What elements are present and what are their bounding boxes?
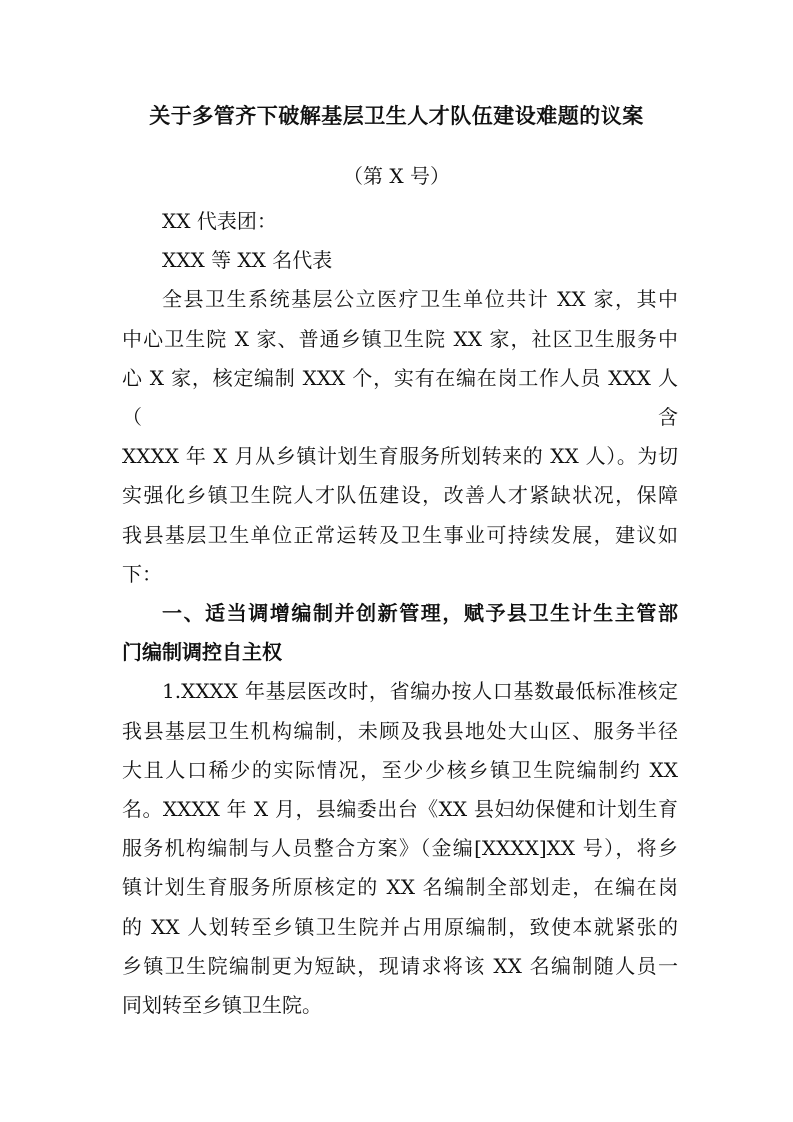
paragraph-line: 1.XXXX 年基层医改时，省编办按人口基数最低标准核定	[162, 679, 678, 704]
paragraph-line: 大且人口稀少的实际情况，至少少核乡镇卫生院编制约 XX	[122, 757, 678, 782]
paragraph-line: 实强化乡镇卫生院人才队伍建设，改善人才紧缺状况，保障	[122, 483, 678, 508]
paragraph-line: 镇计划生育服务所原核定的 XX 名编制全部划走，在编在岗	[122, 875, 678, 900]
paragraph-line: 同划转至乡镇卫生院。	[122, 993, 322, 1018]
paragraph-line: 的 XX 人划转至乡镇卫生院并占用原编制，致使本就紧张的	[122, 914, 678, 939]
document-number: （第 X 号）	[343, 164, 450, 188]
paragraph-line: 乡镇卫生院编制更为短缺，现请求将该 XX 名编制随人员一	[122, 953, 678, 978]
paragraph-line: 我县基层卫生单位正常运转及卫生事业可持续发展，建议如	[122, 522, 678, 547]
heading-line: 门编制调控自主权	[122, 640, 282, 665]
delegation-line: XX 代表团：	[162, 209, 277, 233]
paragraph-line: 我县基层卫生机构编制，未顾及我县地处大山区、服务半径	[122, 718, 678, 743]
heading-line: 一、适当调增编制并创新管理，赋予县卫生计生主管部	[162, 601, 678, 626]
paragraph-line: XXXX 年 X 月从乡镇计划生育服务所划转来的 XX 人）。为切	[122, 444, 678, 469]
proposers-line: XXX 等 XX 名代表	[162, 248, 333, 273]
paragraph-line: 全县卫生系统基层公立医疗卫生单位共计 XX 家，其中	[162, 287, 678, 312]
paragraph-line: 下：	[122, 561, 162, 586]
paragraph-line: 心 X 家，核定编制 XXX 个，实有在编在岗工作人员 XXX 人（含	[122, 365, 678, 430]
document-body	[122, 202, 678, 1025]
intro-paragraph	[122, 280, 678, 594]
section-heading	[122, 594, 678, 672]
paragraph-line: 服务机构编制与人员整合方案》（金编[XXXX]XX 号），将乡	[122, 836, 678, 861]
item-1-paragraph	[122, 672, 678, 1025]
paragraph-line: 名。XXXX 年 X 月，县编委出台《XX 县妇幼保健和计划生育	[122, 797, 678, 822]
paragraph-line: 中心卫生院 X 家、普通乡镇卫生院 XX 家，社区卫生服务中	[122, 326, 678, 351]
document-title: 关于多管齐下破解基层卫生人才队伍建设难题的议案	[149, 103, 644, 128]
